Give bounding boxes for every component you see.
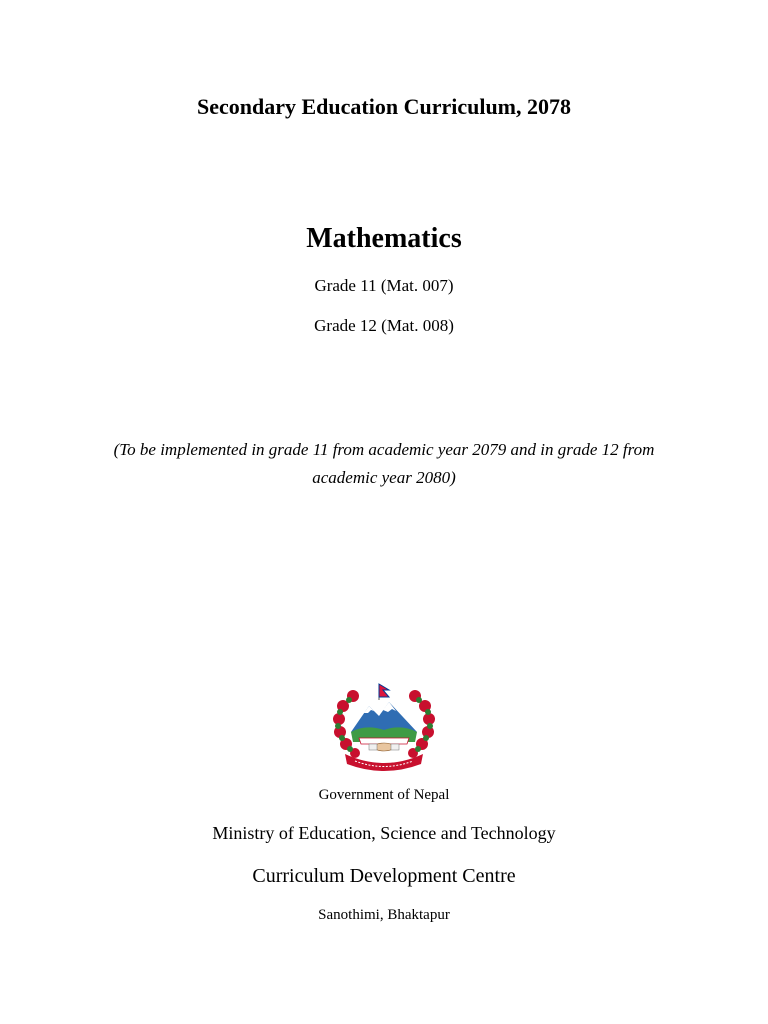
grade-12-code: Grade 12 (Mat. 008) [314, 316, 454, 335]
subject-title: Mathematics [306, 223, 462, 254]
curriculum-title: Secondary Education Curriculum, 2078 [196, 94, 572, 119]
garland-right [408, 690, 435, 758]
grade-11-code: Grade 11 (Mat. 007) [314, 276, 454, 295]
garland-left [333, 690, 360, 758]
centre-name: Curriculum Development Centre [252, 865, 516, 887]
mountain-icon [351, 702, 417, 732]
ministry-name: Ministry of Education, Science and Technology [212, 823, 556, 843]
flag-icon [379, 684, 389, 700]
nepal-coat-of-arms-icon [331, 680, 437, 776]
handshake-icon [369, 743, 399, 751]
publisher-location: Sanothimi, Bhaktapur [318, 907, 450, 923]
implementation-note: (To be implemented in grade 11 from academic year 2079 and in grade 12 from academic year 2080) [113, 440, 655, 487]
government-name: Government of Nepal [318, 787, 450, 803]
